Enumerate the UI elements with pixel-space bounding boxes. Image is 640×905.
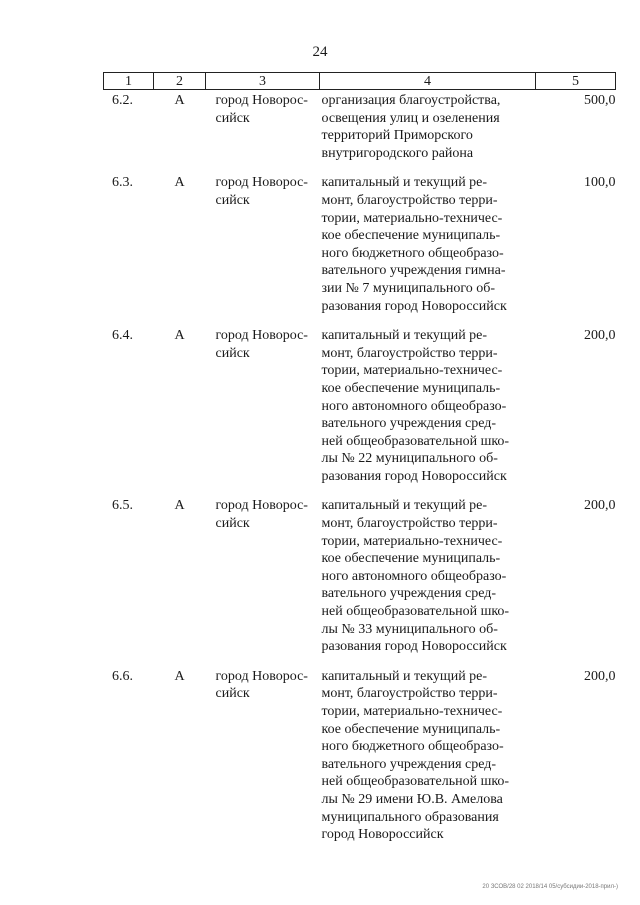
table-row [104,325,616,485]
row-place-line: город Новорос- [215,328,308,344]
row-spacer [104,485,616,495]
row-description-line: зии № 7 муниципального об- [321,280,496,296]
row-description [320,325,536,485]
row-place-line: сийск [215,686,250,702]
row-description-line: монт, благоустройство терри- [321,516,498,532]
row-description-line: монт, благоустройство терри- [321,345,498,361]
table-row [104,495,616,655]
row-description-line: тории, материально-техничес- [321,210,503,226]
row-place-line: город Новорос- [215,175,308,191]
row-amount: 200,0 [584,668,616,684]
row-description-line: лы № 22 муниципального об- [321,451,498,467]
row-description-line: капитальный и текущий ре- [321,175,488,191]
row-amount: 500,0 [584,93,616,108]
row-spacer-cell [104,162,616,172]
row-description-line: лы № 33 муниципального об- [321,621,498,637]
row-place-line: сийск [215,516,250,532]
row-description [320,495,536,655]
row-place [206,495,320,655]
row-place-line: город Новорос- [215,668,308,684]
column-header-1: 1 [104,73,154,90]
row-description-line: разования город Новороссийск [321,298,507,314]
column-header-5: 5 [536,73,616,90]
row-description-line: вательного учреждения сред- [321,586,497,602]
row-category: А [174,93,185,108]
row-description-line: тории, материально-техничес- [321,533,503,549]
row-description-line: капитальный и текущий ре- [321,328,488,344]
row-description [320,90,536,163]
row-amount: 200,0 [584,328,616,344]
row-description [320,172,536,315]
table-row [104,90,616,163]
row-number: 6.5. [112,498,133,514]
row-place [206,325,320,485]
row-place-line: сийск [215,110,250,126]
row-description-line: территорий Приморского [321,128,473,144]
row-amount: 100,0 [584,175,616,191]
footer-note: 20 ЗСОВ/28 02 2018/14 05/субсидии-2018-прил-) [482,884,618,890]
row-spacer [104,315,616,325]
budget-table [103,72,616,844]
row-description-line: организация благоустройства, [321,93,501,108]
row-number: 6.6. [112,668,133,684]
row-description-line: разования город Новороссийск [321,639,507,655]
row-category: А [174,668,185,684]
row-spacer-cell [104,315,616,325]
row-description-line: тории, материально-техничес- [321,363,503,379]
header-row [104,73,616,90]
column-header-3: 3 [206,73,320,90]
row-description-line: капитальный и текущий ре- [321,668,488,684]
row-description-line: ного автономного общеобразо- [321,568,507,584]
row-place-line: сийск [215,192,250,208]
row-description-line: лы № 29 имени Ю.В. Амелова [321,791,503,807]
table-body [104,90,616,844]
row-description-line: кое обеспечение муниципаль- [321,380,501,396]
row-description-line: ней общеобразовательной шко- [321,604,510,620]
row-place [206,90,320,163]
row-description-line: ного бюджетного общеобразо- [321,739,504,755]
row-description-line: кое обеспечение муниципаль- [321,551,501,567]
row-description-line: ного автономного общеобразо- [321,398,507,414]
row-category: А [174,328,185,344]
row-description-line: вательного учреждения сред- [321,416,497,432]
row-description-line: ней общеобразовательной шко- [321,433,510,449]
row-description-line: город Новороссийск [321,827,444,843]
row-amount: 200,0 [584,498,616,514]
row-description-line: муниципального образования [321,809,499,825]
row-spacer [104,162,616,172]
row-description-line: разования город Новороссийск [321,468,507,484]
page-number: 24 [312,44,328,60]
row-description-line: кое обеспечение муниципаль- [321,228,501,244]
row-number: 6.3. [112,175,133,191]
row-place-line: город Новорос- [215,498,308,514]
row-spacer-cell [104,485,616,495]
row-description-line: освещения улиц и озеленения [321,110,500,126]
table-row [104,666,616,844]
row-description-line: ней общеобразовательной шко- [321,774,510,790]
row-description-line: монт, благоустройство терри- [321,686,498,702]
row-description-line: кое обеспечение муниципаль- [321,721,501,737]
table-row [104,172,616,315]
row-description-line: тории, материально-техничес- [321,704,503,719]
table-header [104,73,616,90]
row-number: 6.4. [112,328,133,344]
row-description-line: внутригородского района [321,145,474,161]
row-description-line: ного бюджетного общеобразо- [321,245,504,261]
row-category: А [174,175,185,191]
row-description [320,666,536,844]
row-place [206,666,320,844]
row-spacer [104,656,616,666]
row-description-line: вательного учреждения сред- [321,756,497,772]
row-place [206,172,320,315]
column-header-4: 4 [320,73,536,90]
column-header-2: 2 [154,73,206,90]
row-description-line: капитальный и текущий ре- [321,498,488,514]
row-number: 6.2. [112,93,133,108]
row-category: А [174,498,185,514]
row-place-line: город Новорос- [215,93,308,108]
row-spacer-cell [104,656,616,666]
row-place-line: сийск [215,345,250,361]
row-description-line: вательного учреждения гимна- [321,263,506,279]
row-description-line: монт, благоустройство терри- [321,192,498,208]
